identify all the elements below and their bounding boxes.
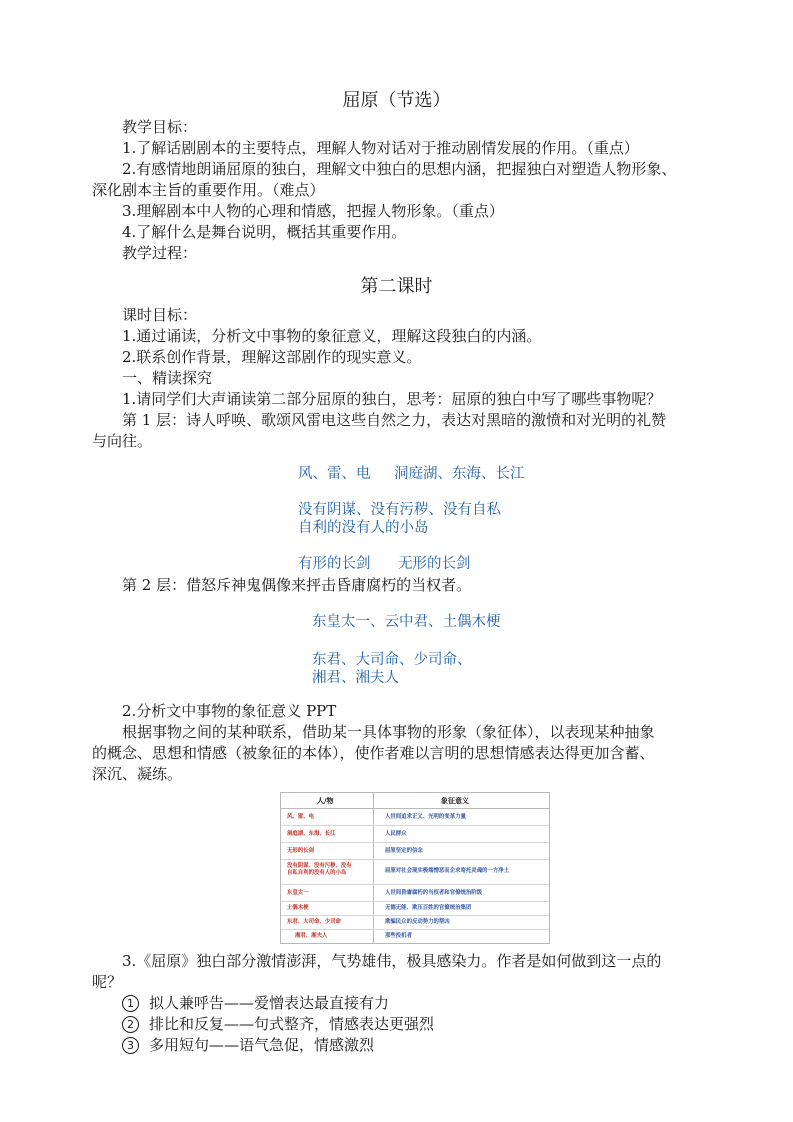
symbol-table [280,792,550,944]
objective-1: 1.了解话剧剧本的主要特点，理解人物对话对于推动剧情发展的作用。（重点） [122,139,639,157]
table-cell: 人世间追求正义、光明的变革力量 [385,814,466,820]
symbol-item: 风、雷、电 [298,466,371,482]
symbol-item: 无形的长剑 [398,556,471,572]
table-row [281,916,549,930]
layer-2-text: 第 2 层：借怒斥神鬼偶像来抨击昏庸腐朽的当权者。 [122,576,472,594]
paragraph-line: 深沉、凝练。 [92,765,183,783]
table-row [281,860,549,885]
objective-2-cont: 深化剧本主旨的重要作用。（难点） [92,181,325,199]
question-3: 3.《屈原》独白部分激情澎湃，气势雄伟，极具感染力。作者是如何做到这一点的 [122,952,662,970]
table-cell: 屈原对社会现实极端憎恶而企求寄托灵魂的一方净土 [385,868,509,874]
symbol-item: 自利的没有人的小岛 [298,520,429,536]
circled-number: 3 [122,1037,139,1054]
objective-2: 2.有感情地朗诵屈原的独白，理解文中独白的思想内涵，把握独白对塑造人物形象、 [122,160,677,178]
lesson-title: 第二课时 [360,276,433,297]
technique-text: 排比和反复——句式整齐，情感表达更强烈 [149,1015,435,1033]
symbol-item: 东皇太一、云中君、土偶木梗 [312,614,501,630]
table-cell: 没有阴谋、没有污秽、没有 自私自利的没有人的小岛 [287,863,352,876]
technique-point [122,992,389,1014]
document-title: 屈原（节选） [342,90,451,111]
table-cell: 东君、大司命、少司命 [287,919,341,925]
table-cell: 洞庭湖、东海、长江 [287,831,336,837]
technique-point [122,1013,434,1035]
paragraph-line: 根据事物之间的某种联系，借助某一具体事物的形象（象征体），以表现某种抽象 [122,723,655,741]
table-header-cell: 象征意义 [441,797,469,805]
table-cell: 东皇太一 [287,890,309,896]
objectives-label: 教学目标： [122,118,198,136]
table-cell: 土偶木梗 [287,905,309,911]
table-cell: 风、雷、电 [287,814,314,820]
lesson-goal-2: 2.联系创作背景，理解这部剧作的现实意义。 [122,348,422,366]
circled-number: 2 [122,1016,139,1033]
objective-3: 3.理解剧本中人物的心理和情感，把握人物形象。（重点） [122,202,504,220]
circled-number: 1 [122,995,139,1012]
section-heading: 一、精读探究 [122,369,213,387]
table-cell: 那些投机者 [385,933,412,939]
table-row [281,885,549,902]
table-cell: 屈原坚定的信念 [385,848,423,854]
technique-point [122,1034,374,1056]
table-row [281,809,549,826]
symbol-item: 湘君、湘夫人 [312,670,399,686]
table-header [281,793,549,809]
table-cell: 无形的长剑 [287,848,314,854]
process-label: 教学过程： [122,244,198,262]
table-row [281,843,549,860]
table-cell: 人民群众 [385,831,407,837]
table-row [281,902,549,916]
table-cell: 人世间昏庸腐朽的当权者和官僚统治阶级 [385,890,483,896]
symbol-item: 有形的长剑 [298,556,371,572]
question-2: 2.分析文中事物的象征意义 PPT [122,702,337,720]
table-cell: 湘君、湘夫人 [295,933,328,939]
layer-1-text: 第 1 层：诗人呼唤、歌颂风雷电这些自然之力，表达对黑暗的激愤和对光明的礼赞 [122,411,667,429]
question-1: 1.请同学们大声诵读第二部分屈原的独白，思考：屈原的独白中写了哪些事物呢？ [122,390,662,408]
question-3-cont: 呢？ [92,973,123,991]
table-cell: 无德无能、欺压百姓的官僚统治集团 [385,905,472,911]
symbol-item: 没有阴谋、没有污秽、没有自私 [298,502,501,518]
table-row [281,930,549,942]
table-row [281,826,549,843]
lesson-goals-label: 课时目标： [122,306,198,324]
technique-text: 拟人兼呼告——爱憎表达最直接有力 [149,994,390,1012]
lesson-goal-1: 1.通过诵读，分析文中事物的象征意义，理解这段独白的内涵。 [122,327,542,345]
paragraph-line: 的概念、思想和情感（被象征的本体），使作者难以言明的思想情感表达得更加含蓄、 [92,744,655,762]
symbol-item: 东君、大司命、少司命、 [312,652,472,668]
objective-4: 4.了解什么是舞台说明，概括其重要作用。 [122,223,407,241]
layer-1-text-cont: 与向往。 [92,432,153,450]
table-cell: 欺骗民众的反动势力的帮凶 [385,919,450,925]
technique-text: 多用短句——语气急促，情感激烈 [149,1036,375,1054]
table-header-cell: 人/物 [317,797,334,805]
symbol-item: 洞庭湖、东海、长江 [394,466,525,482]
